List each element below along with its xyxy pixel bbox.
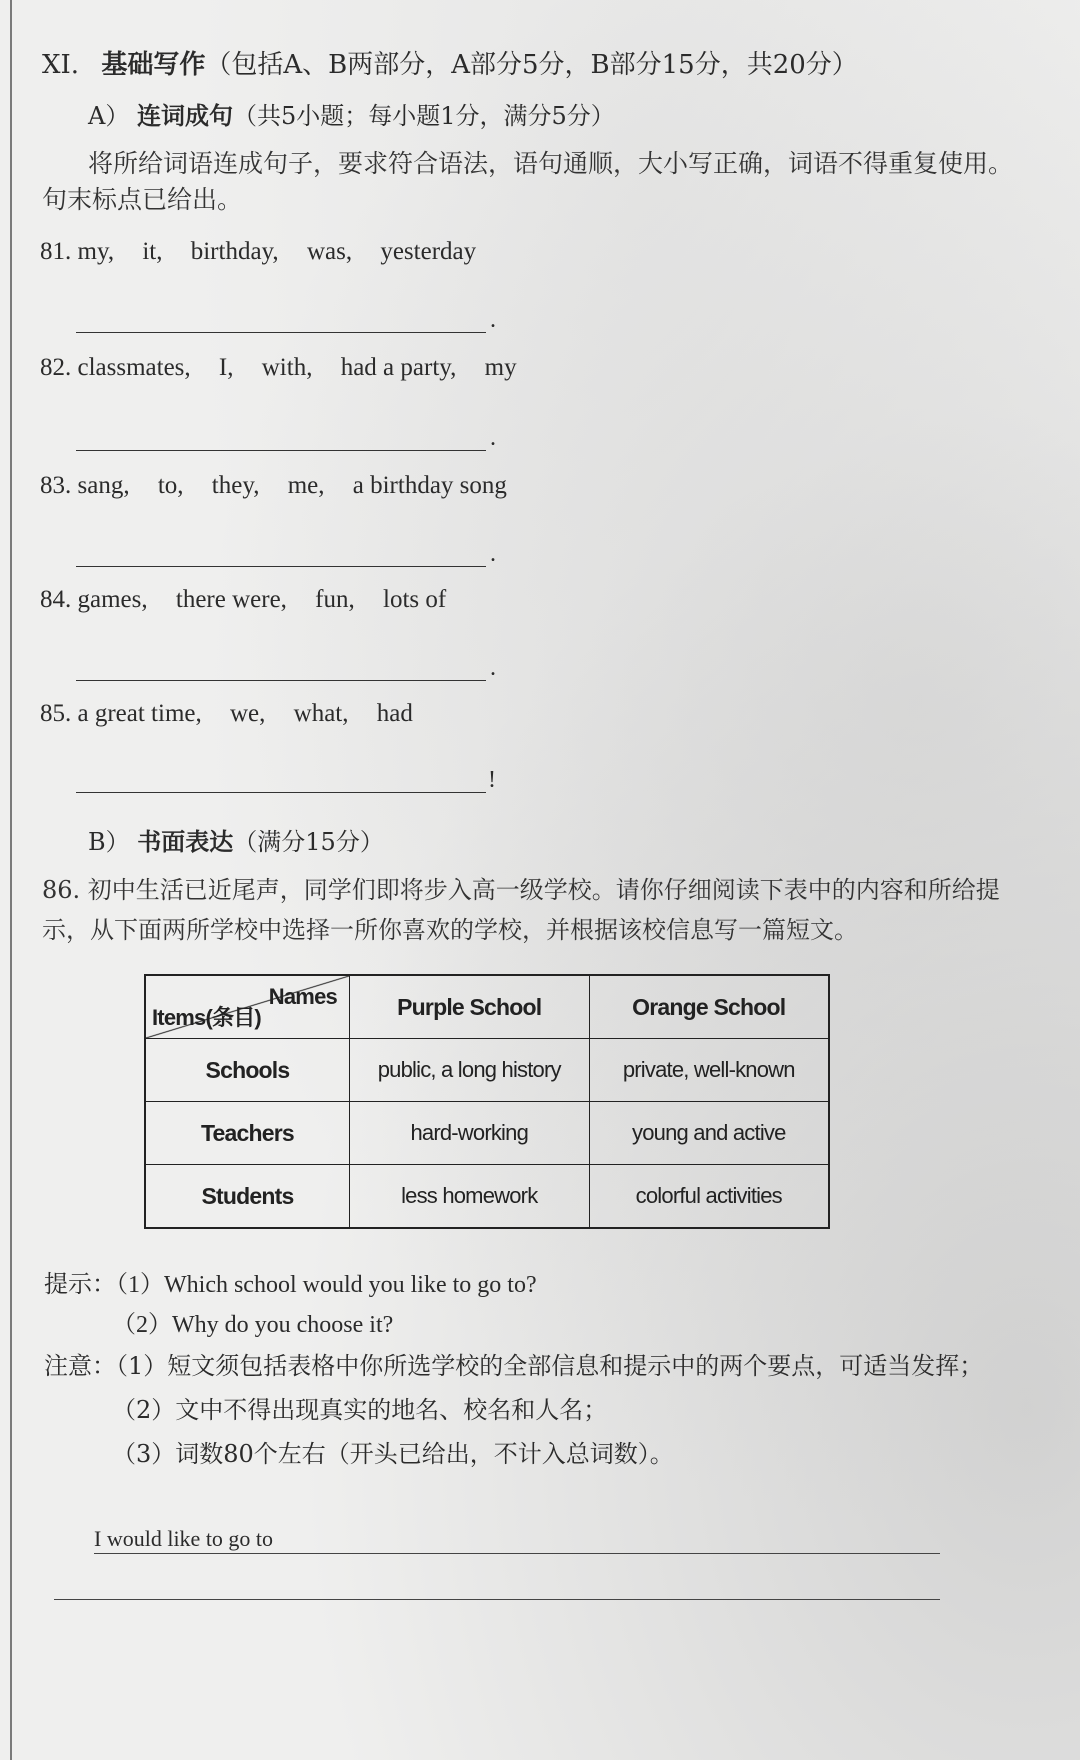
word: it, — [142, 238, 163, 265]
question-81 — [40, 238, 498, 266]
margin-rule — [10, 0, 12, 1760]
word: I, — [218, 354, 234, 381]
table-row — [145, 1102, 829, 1165]
table-cell: hard-working — [349, 1102, 589, 1165]
part-b-label: B） — [88, 828, 130, 856]
question-83 — [40, 472, 529, 500]
table-row — [145, 1165, 829, 1229]
word: was, — [306, 238, 353, 265]
part-b-title: 书面表达 — [137, 828, 234, 856]
part-b-note: （满分15分） — [233, 828, 384, 856]
answer-line-85[interactable] — [76, 766, 496, 793]
table-row — [145, 1039, 829, 1102]
end-punctuation: . — [490, 307, 496, 333]
school-info-table — [144, 974, 830, 1229]
word: there were, — [175, 586, 287, 613]
table-corner-cell — [145, 975, 349, 1039]
column-header: Purple School — [349, 975, 589, 1039]
column-header: Orange School — [589, 975, 829, 1039]
writing-line-2[interactable] — [54, 1598, 940, 1600]
hints — [44, 1264, 537, 1299]
word: had — [376, 700, 413, 727]
answer-line-84[interactable] — [76, 654, 496, 681]
end-punctuation: . — [490, 655, 496, 681]
row-header: Students — [145, 1165, 349, 1229]
table-cell: young and active — [589, 1102, 829, 1165]
word: they, — [211, 472, 260, 499]
note-3: （3）词数80个左右（开头已给出，不计入总词数）。 — [112, 1440, 674, 1468]
word: games, — [77, 586, 148, 613]
word: a birthday song — [352, 472, 507, 499]
question-number: 85. — [40, 700, 72, 727]
corner-top-label: Names — [268, 984, 337, 1009]
hints-label: 提示： — [44, 1270, 116, 1298]
word: classmates, — [77, 354, 191, 381]
answer-line-81[interactable] — [76, 306, 496, 333]
end-punctuation: . — [490, 541, 496, 567]
essay-opening: I would like to go to — [94, 1526, 274, 1551]
question-84 — [40, 586, 468, 614]
note-1: （1）短文须包括表格中你所选学校的全部信息和提示中的两个要点，可适当发挥； — [116, 1352, 984, 1380]
word: sang, — [77, 472, 130, 499]
word: we, — [230, 700, 266, 727]
word: with, — [261, 354, 313, 381]
part-a-instruction-2: 句末标点已给出。 — [42, 185, 243, 214]
table-cell: private, well-known — [589, 1039, 829, 1102]
word: birthday, — [190, 238, 279, 265]
corner-bottom-label: Items(条目) — [152, 1005, 261, 1030]
notes — [44, 1346, 983, 1381]
word: to, — [157, 472, 184, 499]
word: lots of — [383, 586, 447, 613]
word: had a party, — [340, 354, 457, 381]
word: my, — [77, 238, 115, 265]
part-b-header — [88, 822, 384, 857]
hint-2: （2）Why do you choose it? — [112, 1312, 394, 1338]
question-number: 84. — [40, 586, 72, 613]
section-number: XI. — [42, 50, 80, 80]
answer-line-82[interactable] — [76, 424, 496, 451]
word: a great time, — [77, 700, 202, 727]
table-header-row — [145, 975, 829, 1039]
question-82 — [40, 354, 539, 382]
part-a-label: A） — [88, 102, 130, 130]
part-a-note: （共5小题；每小题1分，满分5分） — [232, 102, 615, 130]
word: me, — [287, 472, 325, 499]
notes-label: 注意： — [44, 1352, 116, 1380]
question-number: 82. — [40, 354, 72, 381]
word: my — [484, 354, 517, 381]
hint-2-row — [112, 1304, 393, 1339]
part-b-prompt-1: 86. 初中生活已近尾声，同学们即将步入高一级学校。请你仔细阅读下表中的内容和所给提 — [42, 876, 1000, 904]
table-cell: colorful activities — [589, 1165, 829, 1229]
part-b-prompt-2: 示，从下面两所学校中选择一所你喜欢的学校，并根据该校信息写一篇短文。 — [42, 916, 858, 944]
table-cell: public, a long history — [349, 1039, 589, 1102]
word: what, — [293, 700, 349, 727]
answer-line-83[interactable] — [76, 540, 496, 567]
word: yesterday — [380, 238, 477, 265]
section-title: 基础写作 — [101, 50, 206, 80]
section-note: （包括A、B两部分，A部分5分，B部分15分，共20分） — [205, 50, 858, 80]
question-85 — [40, 700, 435, 728]
row-header: Teachers — [145, 1102, 349, 1165]
end-punctuation: ! — [488, 767, 496, 793]
question-number: 81. — [40, 238, 72, 265]
part-a-header — [88, 96, 615, 131]
end-punctuation: . — [490, 425, 496, 451]
table-cell: less homework — [349, 1165, 589, 1229]
hint-1: （1）Which school would you like to go to? — [116, 1272, 537, 1298]
section-header — [42, 44, 858, 81]
note-2: （2）文中不得出现真实的地名、校名和人名； — [112, 1396, 608, 1424]
part-a-title: 连词成句 — [136, 102, 233, 130]
word: fun, — [315, 586, 355, 613]
part-a-instruction-1: 将所给词语连成句子，要求符合语法，语句通顺，大小写正确，词语不得重复使用。 — [88, 149, 1014, 178]
writing-line-1[interactable] — [94, 1552, 940, 1554]
row-header: Schools — [145, 1039, 349, 1102]
question-number: 83. — [40, 472, 72, 499]
